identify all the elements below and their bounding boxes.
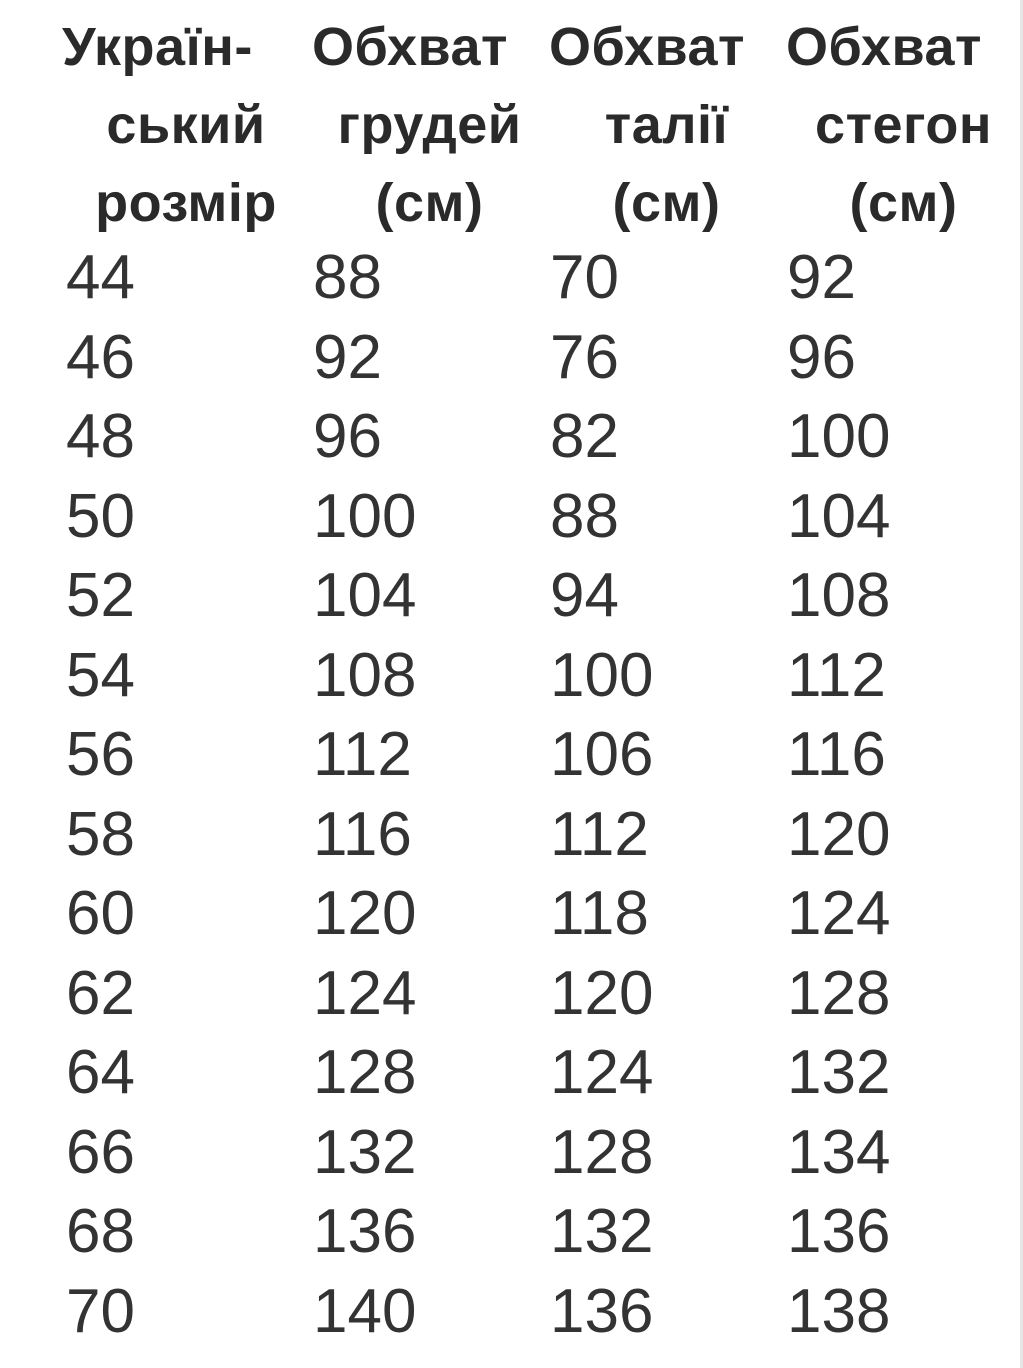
header-line: розмір [95, 173, 277, 233]
size-table-body [0, 238, 1023, 1351]
table-row [0, 1192, 1023, 1272]
header-line: грудей [337, 95, 522, 155]
table-row [0, 954, 1023, 1034]
table-cell: 88 [550, 481, 619, 551]
table-cell: 118 [550, 879, 649, 948]
table-row [0, 715, 1023, 795]
table-cell: 100 [313, 481, 417, 551]
table-cell: 108 [787, 561, 891, 630]
size-table-header [0, 0, 1023, 240]
header-line: (см) [612, 173, 721, 233]
table-row [0, 477, 1023, 557]
table-cell: 136 [787, 1197, 891, 1266]
table-cell: 96 [787, 322, 856, 392]
header-line: Обхват [786, 17, 983, 77]
table-cell: 92 [313, 322, 382, 392]
table-cell: 116 [313, 799, 412, 869]
table-cell: 58 [66, 799, 135, 869]
table-row [0, 1033, 1023, 1113]
table-cell: 66 [66, 1117, 135, 1187]
header-waist [549, 8, 784, 242]
table-cell: 60 [66, 879, 135, 948]
table-cell: 82 [550, 402, 619, 471]
table-cell: 128 [787, 958, 891, 1028]
table-cell: 120 [787, 799, 891, 869]
header-line: Україн- [62, 17, 253, 77]
header-ukrainian-size [62, 8, 310, 242]
table-row [0, 795, 1023, 875]
header-line: ський [106, 95, 266, 155]
table-cell: 124 [313, 958, 417, 1028]
table-cell: 48 [66, 402, 135, 471]
table-cell: 112 [313, 720, 412, 789]
table-cell: 128 [550, 1117, 654, 1187]
table-cell: 128 [313, 1038, 417, 1107]
table-cell: 94 [550, 561, 619, 630]
table-cell: 70 [550, 243, 619, 312]
table-cell: 70 [66, 1276, 135, 1346]
table-row [0, 636, 1023, 716]
table-cell: 54 [66, 640, 135, 710]
table-cell: 108 [313, 640, 417, 710]
table-cell: 134 [787, 1117, 891, 1187]
table-cell: 124 [787, 879, 891, 948]
header-hips [786, 8, 1021, 242]
table-row [0, 874, 1023, 954]
table-row [0, 238, 1023, 318]
table-cell: 112 [787, 640, 886, 710]
table-cell: 64 [66, 1038, 135, 1107]
table-cell: 52 [66, 561, 135, 630]
table-cell: 68 [66, 1197, 135, 1266]
table-cell: 76 [550, 322, 619, 392]
table-cell: 132 [313, 1117, 417, 1187]
table-cell: 92 [787, 243, 856, 312]
header-line: талії [604, 95, 729, 155]
table-cell: 62 [66, 958, 135, 1028]
table-cell: 100 [787, 402, 891, 471]
header-chest [312, 8, 547, 242]
header-line: (см) [849, 173, 958, 233]
table-cell: 46 [66, 322, 135, 392]
table-cell: 120 [550, 958, 654, 1028]
header-line: стегон [815, 95, 992, 155]
table-cell: 112 [550, 799, 649, 869]
table-cell: 132 [787, 1038, 891, 1107]
table-row [0, 556, 1023, 636]
table-cell: 124 [550, 1038, 654, 1107]
table-cell: 50 [66, 481, 135, 551]
table-cell: 44 [66, 243, 135, 312]
table-cell: 136 [550, 1276, 654, 1346]
table-cell: 100 [550, 640, 654, 710]
table-row [0, 1272, 1023, 1352]
table-row [0, 318, 1023, 398]
table-cell: 140 [313, 1276, 417, 1346]
header-line: Обхват [312, 17, 509, 77]
table-cell: 138 [787, 1276, 891, 1346]
table-cell: 104 [313, 561, 417, 630]
table-cell: 88 [313, 243, 382, 312]
table-cell: 120 [313, 879, 417, 948]
table-cell: 132 [550, 1197, 654, 1266]
header-line: Обхват [549, 17, 746, 77]
table-cell: 136 [313, 1197, 417, 1266]
table-row [0, 1113, 1023, 1193]
table-cell: 104 [787, 481, 891, 551]
header-line: (см) [375, 173, 484, 233]
table-cell: 116 [787, 720, 886, 789]
table-row [0, 397, 1023, 477]
table-cell: 106 [550, 720, 654, 789]
table-cell: 56 [66, 720, 135, 789]
table-cell: 96 [313, 402, 382, 471]
